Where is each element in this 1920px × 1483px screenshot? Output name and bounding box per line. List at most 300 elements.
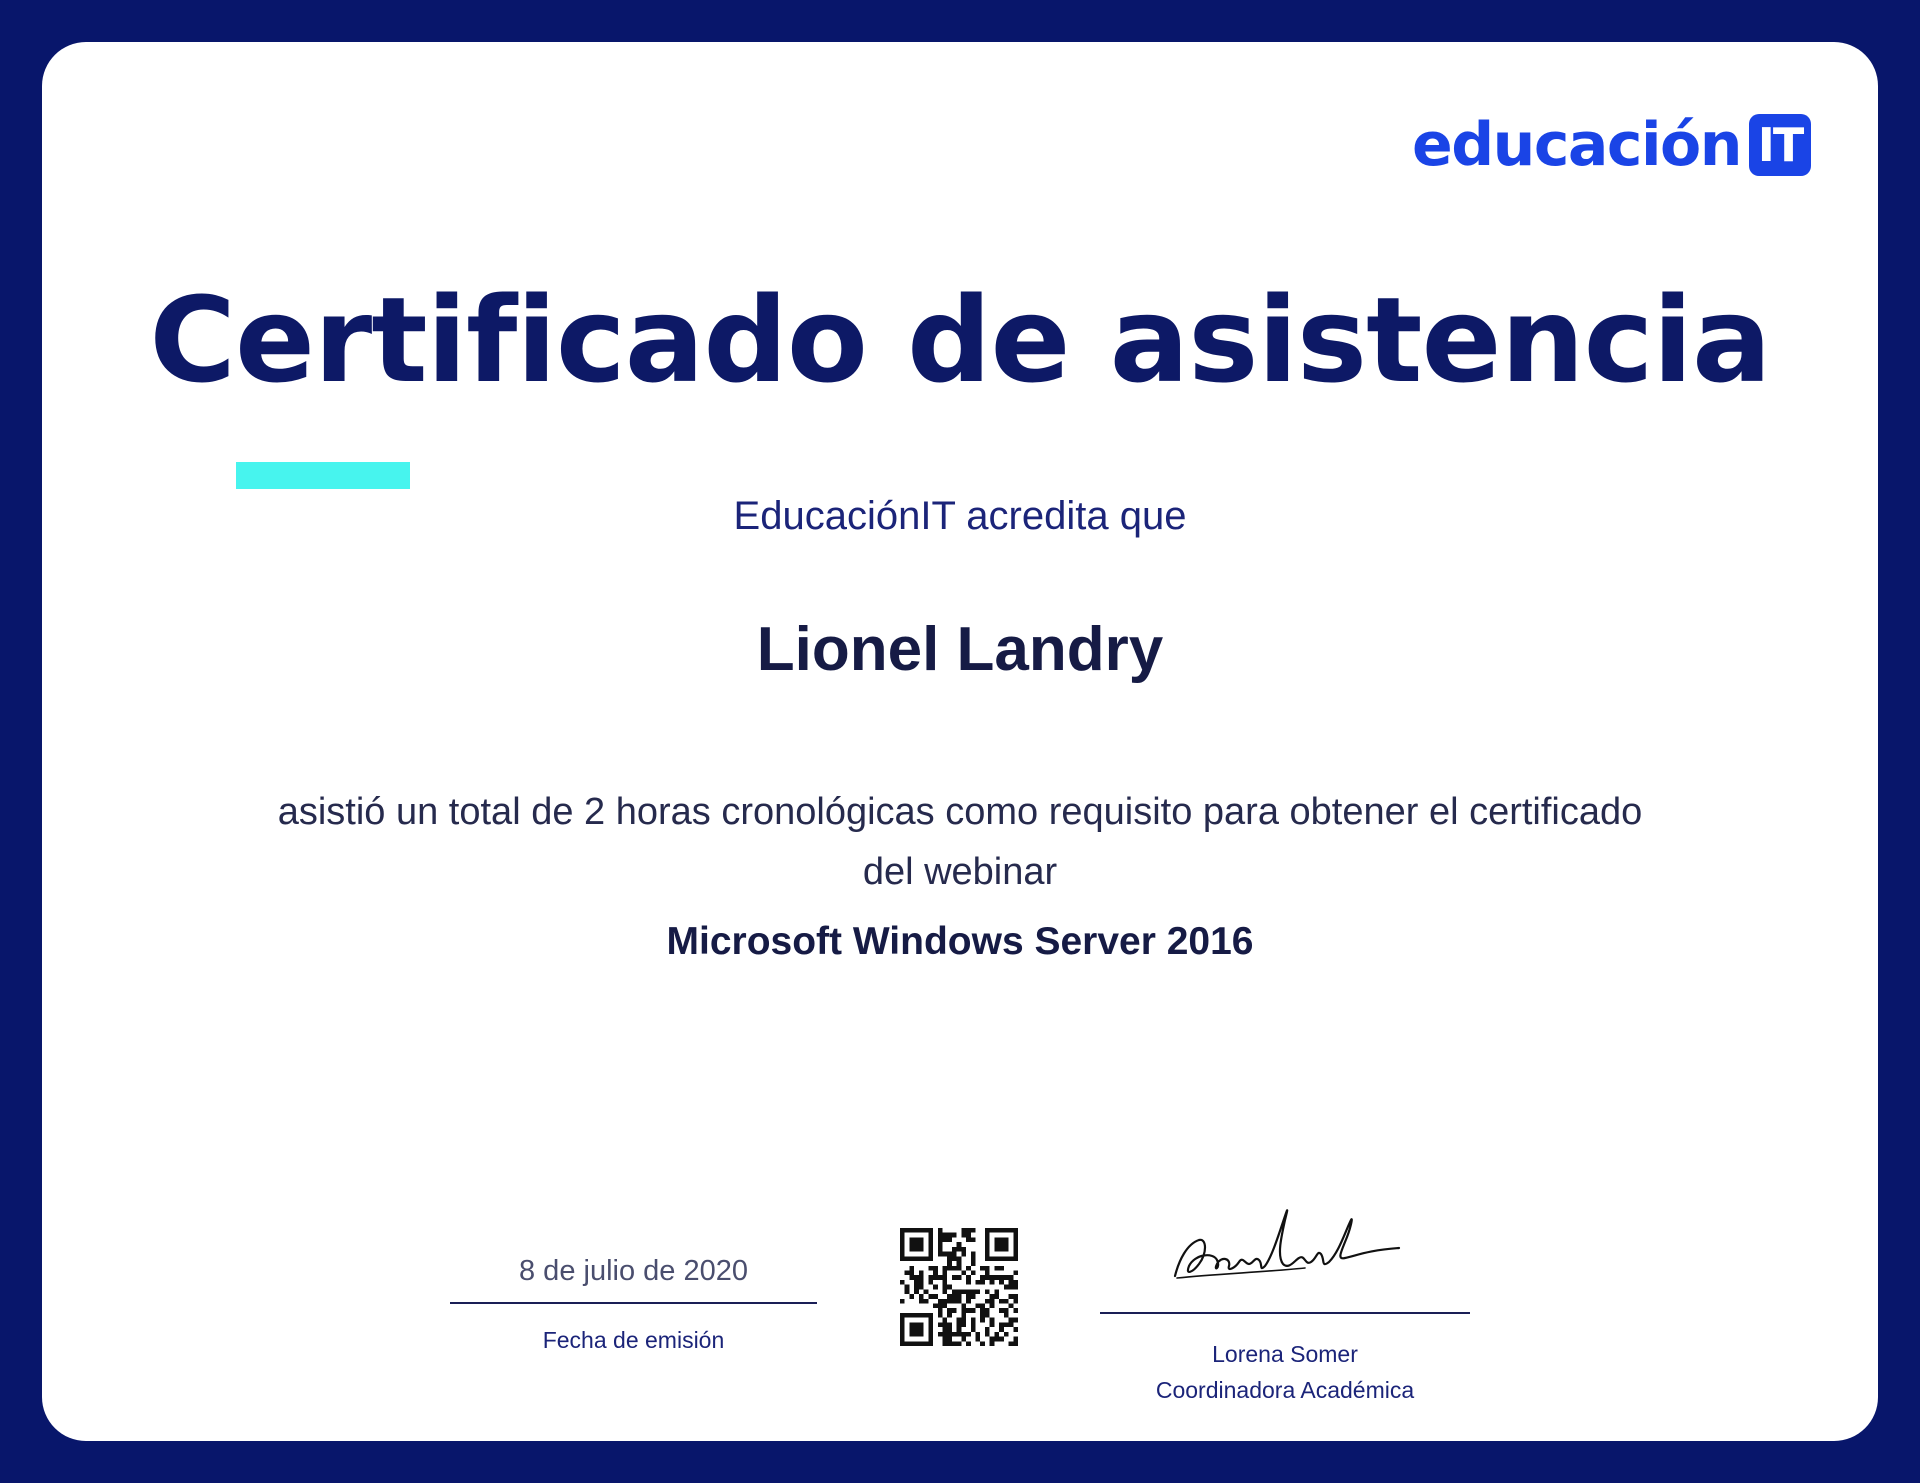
qr-module (942, 1318, 947, 1323)
qr-module (980, 1318, 985, 1323)
qr-module (905, 1341, 910, 1346)
qr-module (957, 1275, 962, 1280)
qr-module (909, 1242, 914, 1247)
qr-module (994, 1256, 999, 1261)
qr-module (909, 1237, 914, 1242)
qr-module (942, 1304, 947, 1309)
qr-module (933, 1275, 938, 1280)
qr-module (985, 1247, 990, 1252)
qr-module (999, 1327, 1004, 1332)
qr-module (985, 1237, 990, 1242)
qr-module (952, 1299, 957, 1304)
qr-module (928, 1233, 933, 1238)
qr-module (914, 1322, 919, 1327)
date-divider (450, 1302, 817, 1304)
qr-module (914, 1275, 919, 1280)
intro-text: EducaciónIT acredita que (733, 494, 1187, 538)
qr-module (999, 1228, 1004, 1233)
qr-module (957, 1289, 962, 1294)
qr-module (938, 1252, 943, 1257)
qr-module (985, 1252, 990, 1257)
qr-module (942, 1237, 947, 1242)
qr-module (909, 1341, 914, 1346)
qr-module (961, 1313, 966, 1318)
qr-module (919, 1270, 924, 1275)
qr-module (952, 1332, 957, 1337)
qr-module (1013, 1247, 1018, 1252)
qr-module (905, 1285, 910, 1290)
qr-module (966, 1299, 971, 1304)
qr-module (914, 1280, 919, 1285)
qr-module (976, 1289, 981, 1294)
qr-module (952, 1289, 957, 1294)
qr-module (1009, 1304, 1014, 1309)
qr-module (1004, 1247, 1009, 1252)
qr-module (976, 1332, 981, 1337)
accent-bar (236, 462, 410, 489)
qr-module (1013, 1327, 1018, 1332)
issue-date-label: Fecha de emisión (542, 1327, 725, 1353)
attendance-statement-line1: asistió un total de 2 horas cronológicas como requisito para obtener el certificado (277, 791, 1643, 833)
qr-module (1013, 1242, 1018, 1247)
educacionit-logo (1412, 110, 1811, 180)
qr-module (914, 1289, 919, 1294)
qr-module (1013, 1341, 1018, 1346)
qr-module (999, 1275, 1004, 1280)
qr-module (919, 1332, 924, 1337)
qr-module (1013, 1280, 1018, 1285)
qr-module (990, 1322, 995, 1327)
qr-module (905, 1289, 910, 1294)
qr-module (938, 1322, 943, 1327)
attendance-statement (180, 782, 1740, 902)
qr-module (957, 1318, 962, 1323)
qr-module (928, 1294, 933, 1299)
qr-module (919, 1256, 924, 1261)
qr-module (938, 1228, 943, 1233)
qr-module (961, 1289, 966, 1294)
qr-module (914, 1341, 919, 1346)
qr-module (952, 1294, 957, 1299)
qr-module (900, 1280, 905, 1285)
qr-module (942, 1275, 947, 1280)
qr-module (914, 1327, 919, 1332)
qr-module (990, 1318, 995, 1323)
qr-module (971, 1256, 976, 1261)
qr-module (966, 1341, 971, 1346)
qr-module (947, 1233, 952, 1238)
qr-module (909, 1275, 914, 1280)
qr-module (952, 1266, 957, 1271)
qr-module (980, 1266, 985, 1271)
qr-module (1004, 1308, 1009, 1313)
qr-module (957, 1261, 962, 1266)
qr-module (999, 1299, 1004, 1304)
qr-module (1009, 1256, 1014, 1261)
qr-module (900, 1252, 905, 1257)
qr-module (957, 1327, 962, 1332)
qr-module (985, 1313, 990, 1318)
qr-module (914, 1332, 919, 1337)
qr-module (1013, 1228, 1018, 1233)
qr-module (909, 1332, 914, 1337)
qr-module (947, 1294, 952, 1299)
qr-module (1009, 1322, 1014, 1327)
qr-module (976, 1304, 981, 1309)
qr-module (942, 1270, 947, 1275)
qr-module (919, 1242, 924, 1247)
qr-module (990, 1294, 995, 1299)
qr-module (976, 1337, 981, 1342)
qr-module (942, 1233, 947, 1238)
qr-module (942, 1327, 947, 1332)
qr-module (957, 1242, 962, 1247)
qr-module (928, 1318, 933, 1323)
qr-module (966, 1294, 971, 1299)
qr-module (909, 1270, 914, 1275)
qr-module (947, 1256, 952, 1261)
qr-module (942, 1299, 947, 1304)
qr-module (938, 1237, 943, 1242)
qr-module (980, 1308, 985, 1313)
qr-module (900, 1332, 905, 1337)
qr-module (928, 1332, 933, 1337)
qr-module (1013, 1252, 1018, 1257)
logo-badge: IT (1749, 114, 1811, 176)
qr-module (928, 1237, 933, 1242)
qr-module (980, 1304, 985, 1309)
qr-module (985, 1299, 990, 1304)
qr-module (909, 1313, 914, 1318)
qr-module (999, 1256, 1004, 1261)
qr-module (1009, 1228, 1014, 1233)
qr-module (919, 1285, 924, 1290)
qr-module (900, 1327, 905, 1332)
qr-module (1013, 1256, 1018, 1261)
qr-module (947, 1299, 952, 1304)
qr-module (971, 1327, 976, 1332)
qr-module (900, 1313, 905, 1318)
qr-module (1009, 1285, 1014, 1290)
qr-module (909, 1322, 914, 1327)
signer-role: Coordinadora Académica (1155, 1377, 1415, 1403)
qr-module (1004, 1322, 1009, 1327)
issue-date: 8 de julio de 2020 (519, 1255, 748, 1287)
qr-module (928, 1341, 933, 1346)
qr-module (909, 1247, 914, 1252)
qr-module (957, 1299, 962, 1304)
qr-module (905, 1270, 910, 1275)
qr-module (985, 1228, 990, 1233)
qr-module (961, 1337, 966, 1342)
qr-module (961, 1228, 966, 1233)
qr-module (994, 1294, 999, 1299)
qr-module (942, 1280, 947, 1285)
qr-module (961, 1270, 966, 1275)
qr-module (909, 1228, 914, 1233)
qr-module (942, 1332, 947, 1337)
handwritten-signature (1155, 1180, 1415, 1298)
qr-module (1004, 1299, 1009, 1304)
qr-module (971, 1308, 976, 1313)
qr-module (980, 1280, 985, 1285)
qr-module (999, 1242, 1004, 1247)
qr-module (947, 1285, 952, 1290)
qr-module (947, 1313, 952, 1318)
qr-module (957, 1256, 962, 1261)
qr-module (952, 1341, 957, 1346)
qr-module (957, 1294, 962, 1299)
qr-module (905, 1256, 910, 1261)
qr-module (994, 1275, 999, 1280)
qr-module (985, 1289, 990, 1294)
qr-module (1004, 1285, 1009, 1290)
qr-module (971, 1289, 976, 1294)
qr-module (1004, 1332, 1009, 1337)
qr-module (990, 1341, 995, 1346)
qr-module (914, 1242, 919, 1247)
qr-module (933, 1270, 938, 1275)
qr-module (924, 1341, 929, 1346)
qr-module (914, 1247, 919, 1252)
qr-module (947, 1308, 952, 1313)
qr-module (994, 1228, 999, 1233)
qr-module (1004, 1228, 1009, 1233)
qr-module (928, 1256, 933, 1261)
qr-module (1013, 1294, 1018, 1299)
qr-module (914, 1285, 919, 1290)
qr-module (900, 1337, 905, 1342)
qr-module (985, 1308, 990, 1313)
qr-module (994, 1242, 999, 1247)
qr-module (942, 1341, 947, 1346)
qr-module (942, 1337, 947, 1342)
qr-module (1009, 1294, 1014, 1299)
qr-module (933, 1266, 938, 1271)
qr-module (928, 1228, 933, 1233)
qr-module (999, 1322, 1004, 1327)
qr-module (919, 1237, 924, 1242)
qr-module (947, 1237, 952, 1242)
qr-module (942, 1289, 947, 1294)
qr-module (999, 1308, 1004, 1313)
qr-module (938, 1275, 943, 1280)
qr-module (928, 1313, 933, 1318)
qr-module (990, 1299, 995, 1304)
qr-module (957, 1247, 962, 1252)
qr-module (909, 1256, 914, 1261)
qr-module (999, 1237, 1004, 1242)
qr-module (919, 1299, 924, 1304)
qr-module (985, 1242, 990, 1247)
qr-module (961, 1308, 966, 1313)
qr-module (952, 1252, 957, 1257)
qr-module (1013, 1285, 1018, 1290)
qr-module (947, 1322, 952, 1327)
qr-module (905, 1313, 910, 1318)
qr-module (919, 1322, 924, 1327)
qr-module (924, 1228, 929, 1233)
qr-module (966, 1237, 971, 1242)
qr-module (966, 1332, 971, 1337)
qr-module (990, 1280, 995, 1285)
qr-module (999, 1266, 1004, 1271)
qr-module (914, 1237, 919, 1242)
qr-module (952, 1256, 957, 1261)
recipient-name: Lionel Landry (756, 615, 1164, 684)
qr-module (947, 1332, 952, 1337)
qr-module (938, 1332, 943, 1337)
qr-module (938, 1247, 943, 1252)
qr-module (900, 1228, 905, 1233)
qr-module (924, 1256, 929, 1261)
qr-module (905, 1228, 910, 1233)
qr-module (938, 1233, 943, 1238)
qr-module (909, 1294, 914, 1299)
qr-module (919, 1327, 924, 1332)
qr-module (919, 1313, 924, 1318)
qr-module (961, 1322, 966, 1327)
qr-module (994, 1337, 999, 1342)
qr-module (961, 1247, 966, 1252)
qr-module (900, 1256, 905, 1261)
qr-module (971, 1322, 976, 1327)
qr-module (942, 1266, 947, 1271)
qr-module (900, 1322, 905, 1327)
qr-module (900, 1341, 905, 1346)
attendance-statement-line2: del webinar (862, 851, 1058, 893)
qr-module (985, 1233, 990, 1238)
certificate-title: Certificado de asistencia (149, 271, 1771, 409)
qr-module (971, 1237, 976, 1242)
qr-module (990, 1304, 995, 1309)
qr-module (999, 1337, 1004, 1342)
qr-module (990, 1256, 995, 1261)
qr-module (1004, 1313, 1009, 1318)
signature-divider (1100, 1312, 1470, 1314)
qr-module (966, 1308, 971, 1313)
qr-module (966, 1228, 971, 1233)
qr-module (961, 1332, 966, 1337)
qr-module (1004, 1275, 1009, 1280)
qr-module (1013, 1299, 1018, 1304)
qr-module (952, 1275, 957, 1280)
qr-module (990, 1337, 995, 1342)
qr-module (957, 1332, 962, 1337)
qr-module (994, 1266, 999, 1271)
qr-module (942, 1252, 947, 1257)
qr-module (942, 1322, 947, 1327)
qr-module (1004, 1242, 1009, 1247)
qr-module (966, 1266, 971, 1271)
qr-module (994, 1289, 999, 1294)
qr-module (928, 1275, 933, 1280)
qr-module (961, 1304, 966, 1309)
qr-module (957, 1322, 962, 1327)
qr-module (928, 1266, 933, 1271)
qr-module (957, 1266, 962, 1271)
qr-module (914, 1228, 919, 1233)
qr-module (928, 1252, 933, 1257)
qr-module (1013, 1237, 1018, 1242)
qr-module (966, 1275, 971, 1280)
qr-module (1004, 1256, 1009, 1261)
qr-module (914, 1313, 919, 1318)
qr-module (919, 1294, 924, 1299)
qr-module (971, 1261, 976, 1266)
qr-module (1009, 1280, 1014, 1285)
qr-module (971, 1294, 976, 1299)
qr-module (900, 1318, 905, 1323)
qr-module (919, 1280, 924, 1285)
logo-wordmark: educación (1412, 110, 1741, 180)
qr-module (900, 1237, 905, 1242)
qr-module (999, 1247, 1004, 1252)
qr-module (976, 1280, 981, 1285)
qr-module (971, 1270, 976, 1275)
qr-module (942, 1285, 947, 1290)
qr-module (1009, 1318, 1014, 1323)
qr-module (933, 1294, 938, 1299)
qr-module (990, 1275, 995, 1280)
qr-module (971, 1318, 976, 1323)
qr-module (952, 1233, 957, 1238)
qr-module (919, 1228, 924, 1233)
qr-module (994, 1332, 999, 1337)
qr-module (909, 1266, 914, 1271)
qr-module (947, 1337, 952, 1342)
qr-module (900, 1242, 905, 1247)
qr-module (947, 1261, 952, 1266)
qr-module (947, 1327, 952, 1332)
qr-module (961, 1233, 966, 1238)
qr-module (990, 1228, 995, 1233)
qr-module (1013, 1233, 1018, 1238)
qr-module (985, 1327, 990, 1332)
qr-module (938, 1308, 943, 1313)
qr-module (938, 1242, 943, 1247)
qr-module (928, 1337, 933, 1342)
qr-module (924, 1299, 929, 1304)
qr-module (938, 1304, 943, 1309)
qr-module (994, 1237, 999, 1242)
qr-module (980, 1313, 985, 1318)
qr-module (938, 1313, 943, 1318)
qr-module (924, 1313, 929, 1318)
qr-module (961, 1318, 966, 1323)
qr-module (971, 1228, 976, 1233)
qr-module (980, 1341, 985, 1346)
qr-module (947, 1252, 952, 1257)
qr-module (1009, 1275, 1014, 1280)
qr-code[interactable] (900, 1228, 1018, 1346)
qr-module (1013, 1337, 1018, 1342)
qr-module (980, 1275, 985, 1280)
course-name: Microsoft Windows Server 2016 (666, 920, 1254, 963)
qr-module (1013, 1318, 1018, 1323)
qr-module (947, 1266, 952, 1271)
qr-module (952, 1308, 957, 1313)
qr-module (952, 1247, 957, 1252)
qr-module (985, 1256, 990, 1261)
qr-module (966, 1280, 971, 1285)
qr-module (919, 1247, 924, 1252)
qr-module (933, 1304, 938, 1309)
qr-module (909, 1327, 914, 1332)
qr-module (947, 1341, 952, 1346)
qr-module (985, 1270, 990, 1275)
qr-module (957, 1341, 962, 1346)
